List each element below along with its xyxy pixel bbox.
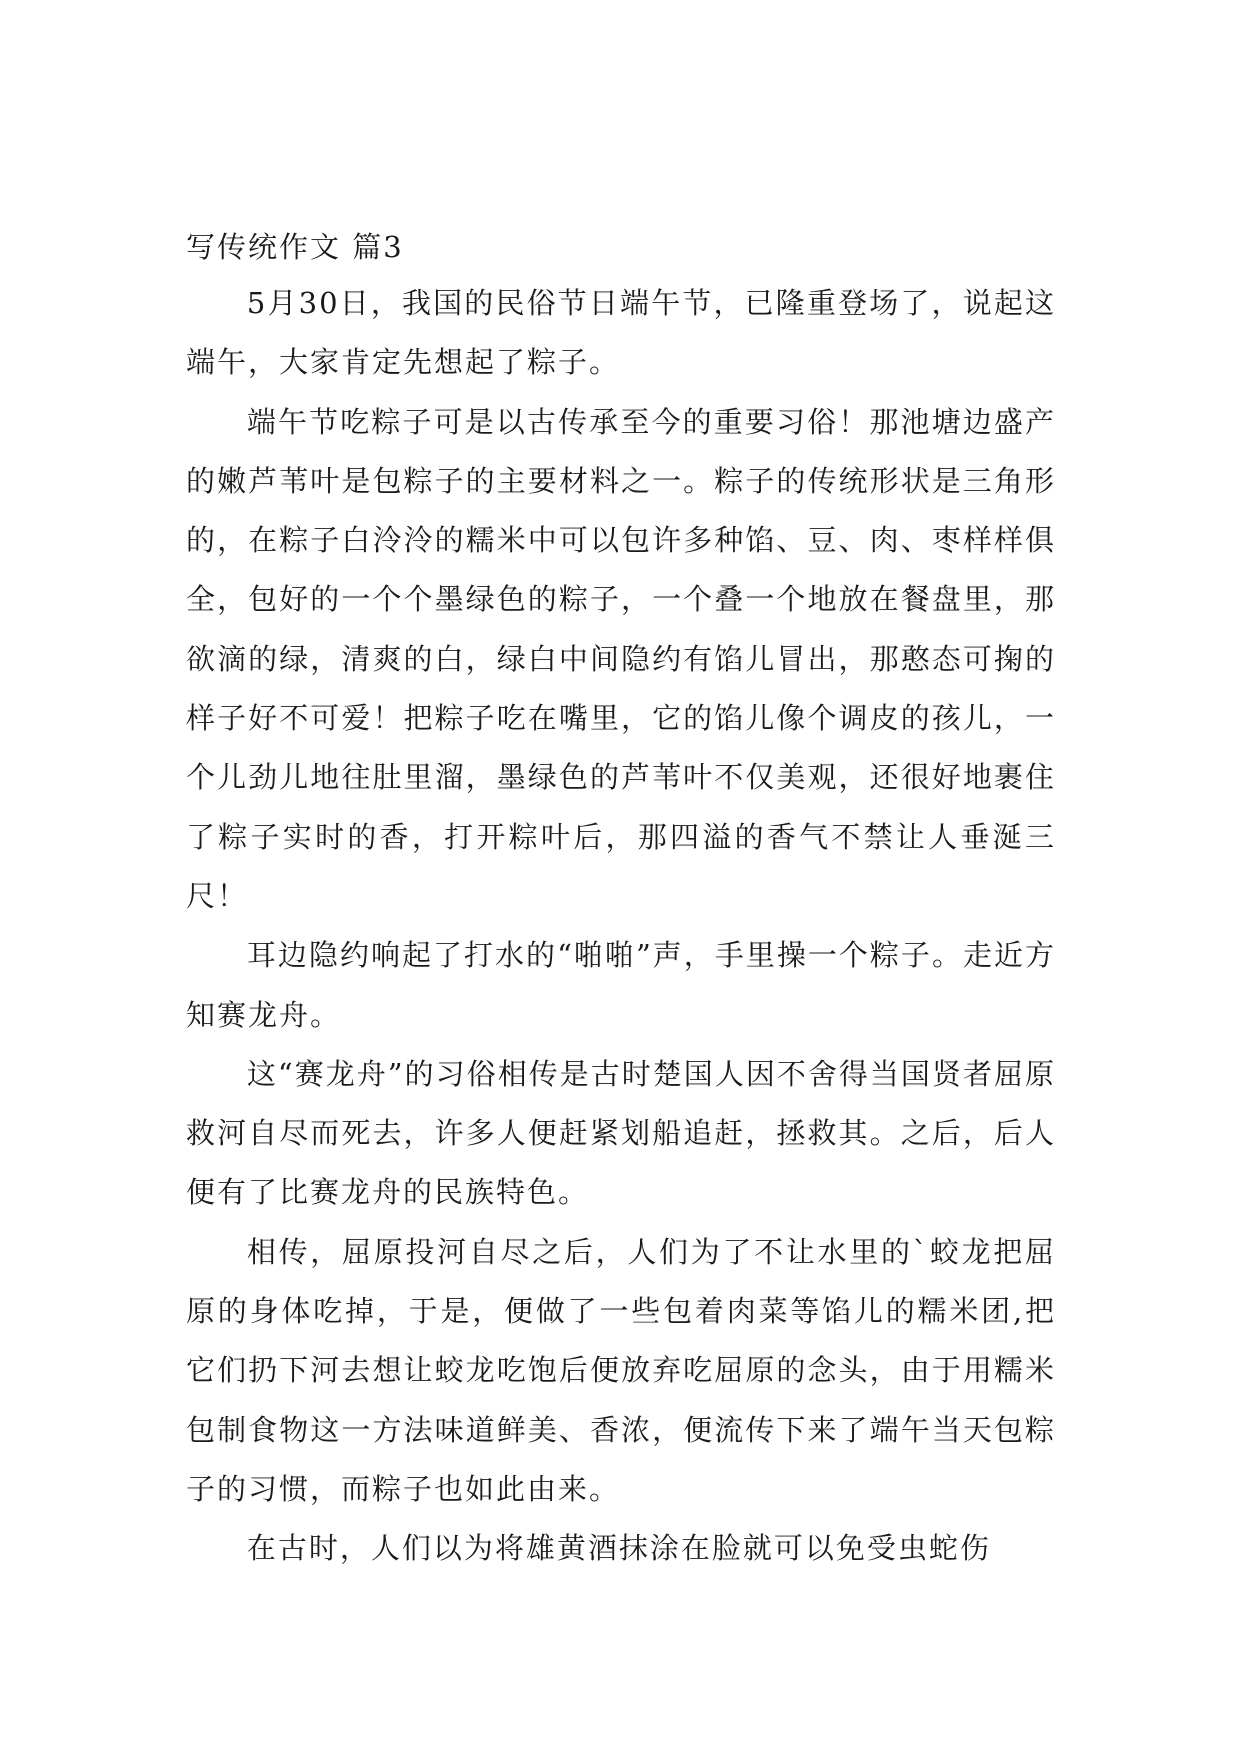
paragraph-1: 5月30日，我国的民俗节日端午节，已隆重登场了，说起这端午，大家肯定先想起了粽子。 bbox=[186, 286, 1056, 380]
paragraph-2: 端午节吃粽子可是以古传承至今的重要习俗！那池塘边盛产的嫩芦苇叶是包粽子的主要材料之一。粽子的传统形状是三角形的，在粽子白泠泠的糯米中可以包许多种馅、豆、肉、枣样样俱全，包好的一个个墨绿色的粽子，一个叠一个地放在餐盘里，那欲滴的绿，清爽的白，绿白中间隐约有馅儿冒出，那憨态可掬的样子好不可爱！把粽子吃在嘴里，它的馅儿像个调皮的孩儿，一个儿劲儿地往肚里溜，墨绿色的芦苇叶不仅美观，还很好地裹住了粽子实时的香，打开粽叶后，那四溢的香气不禁让人垂涎三尺！ bbox=[186, 404, 1056, 913]
paragraph-5: 相传，屈原投河自尽之后，人们为了不让水里的`蛟龙把屈原的身体吃掉，于是，便做了一些包着肉菜等馅儿的糯米团,把它们扔下河去想让蛟龙吃饱后便放弃吃屈原的念头，由于用糯米包制食物这一方法味道鲜美、香浓，便流传下来了端午当天包粽子的习惯，而粽子也如此由来。 bbox=[186, 1234, 1056, 1506]
document-body bbox=[186, 220, 1056, 1579]
document-title: 写传统作文 篇3 bbox=[186, 230, 404, 264]
paragraph-4: 这“赛龙舟”的习俗相传是古时楚国人因不舍得当国贤者屈原救河自尽而死去，许多人便赶紧划船追赶，拯救其。之后，后人便有了比赛龙舟的民族特色。 bbox=[186, 1056, 1056, 1210]
paragraph-3: 耳边隐约响起了打水的“啪啪”声，手里操一个粽子。走近方知赛龙舟。 bbox=[186, 938, 1056, 1032]
paragraph-6: 在古时，人们以为将雄黄酒抹涂在脸就可以免受虫蛇伤 bbox=[246, 1531, 991, 1566]
